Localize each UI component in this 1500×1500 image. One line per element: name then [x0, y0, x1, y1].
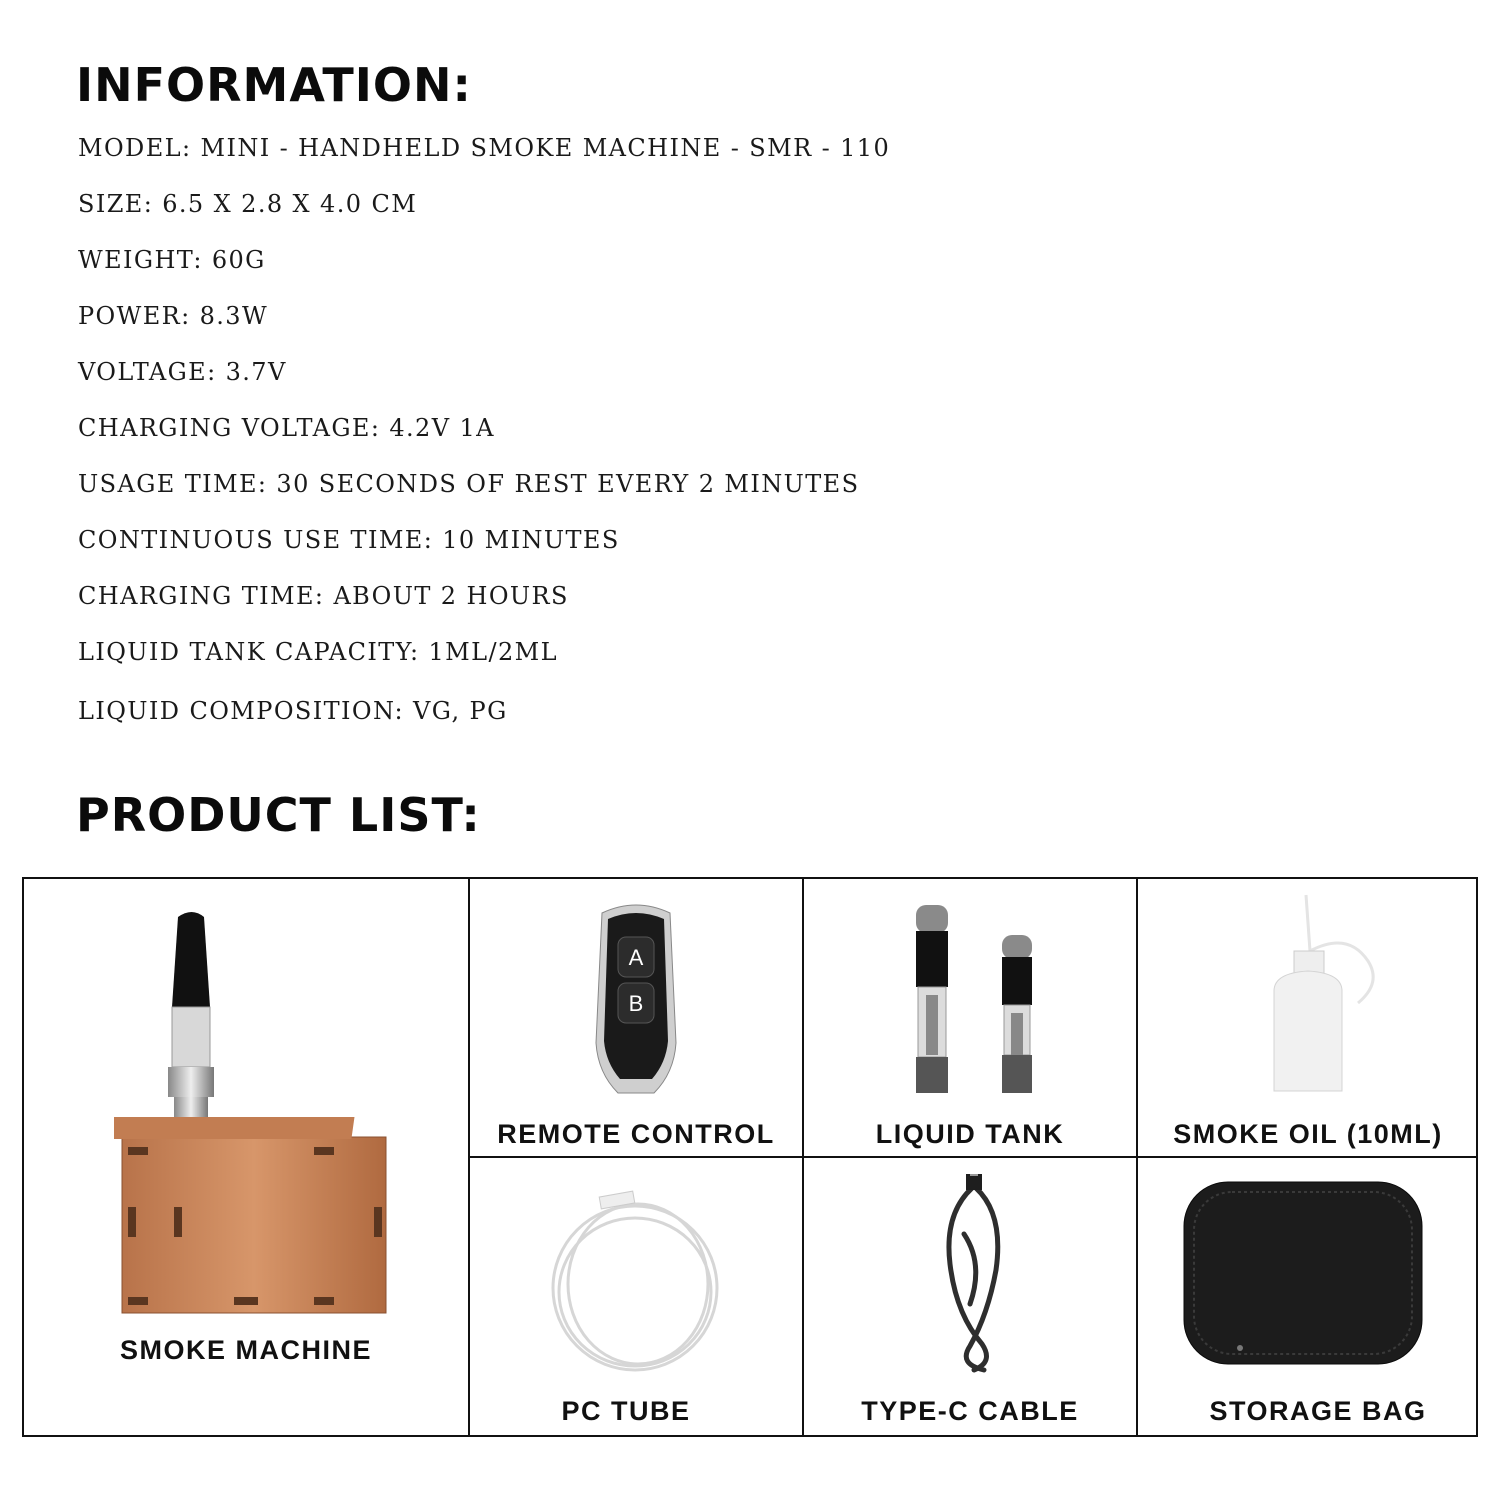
- product-remote-control: [470, 879, 802, 1156]
- smoke-oil-bottle-icon: [1258, 891, 1388, 1101]
- product-smoke-machine: [24, 879, 468, 1435]
- product-type-c-cable: [804, 1158, 1136, 1435]
- smoke-machine-icon: [114, 907, 394, 1317]
- spec-size: SIZE: 6.5 X 2.8 X 4.0 CM: [78, 190, 418, 218]
- product-pc-tube: [470, 1158, 802, 1435]
- spec-model: MODEL: MINI - HANDHELD SMOKE MACHINE - SMR - 110: [78, 134, 891, 162]
- product-label: REMOTE CONTROL: [497, 1119, 775, 1149]
- product-liquid-tank: [804, 879, 1136, 1156]
- type-c-cable-icon: [924, 1174, 1024, 1374]
- product-label: SMOKE MACHINE: [119, 1335, 372, 1365]
- spec-liquid-composition: LIQUID COMPOSITION: VG, PG: [78, 697, 508, 725]
- spec-continuous-use-time: CONTINUOUS USE TIME: 10 MINUTES: [78, 526, 620, 554]
- remote-button-b: B: [628, 991, 644, 1016]
- liquid-tank-icon: [912, 905, 1042, 1095]
- product-list-heading: PRODUCT LIST:: [76, 788, 481, 842]
- product-label: STORAGE BAG: [1209, 1396, 1427, 1426]
- spec-charging-time: CHARGING TIME: ABOUT 2 HOURS: [78, 582, 569, 610]
- product-label: LIQUID TANK: [875, 1119, 1065, 1149]
- product-label: SMOKE OIL (10ML): [1173, 1119, 1443, 1149]
- information-heading: INFORMATION:: [76, 58, 472, 112]
- remote-control-icon: [594, 903, 678, 1099]
- storage-bag-icon: [1180, 1178, 1426, 1368]
- pc-tube-icon: [540, 1180, 730, 1380]
- product-grid: [22, 877, 1478, 1437]
- spec-usage-time: USAGE TIME: 30 SECONDS OF REST EVERY 2 MINUTES: [78, 470, 860, 498]
- product-smoke-oil: [1138, 879, 1478, 1156]
- spec-power: POWER: 8.3W: [78, 302, 269, 330]
- spec-weight: WEIGHT: 60G: [78, 246, 266, 274]
- spec-charging-voltage: CHARGING VOLTAGE: 4.2V 1A: [78, 414, 495, 442]
- product-storage-bag: [1138, 1158, 1478, 1435]
- product-label: PC TUBE: [561, 1396, 691, 1426]
- spec-liquid-tank-capacity: LIQUID TANK CAPACITY: 1ML/2ML: [78, 638, 558, 666]
- remote-button-a: A: [628, 945, 644, 970]
- spec-voltage: VOLTAGE: 3.7V: [78, 358, 287, 386]
- product-label: TYPE-C CABLE: [861, 1396, 1079, 1426]
